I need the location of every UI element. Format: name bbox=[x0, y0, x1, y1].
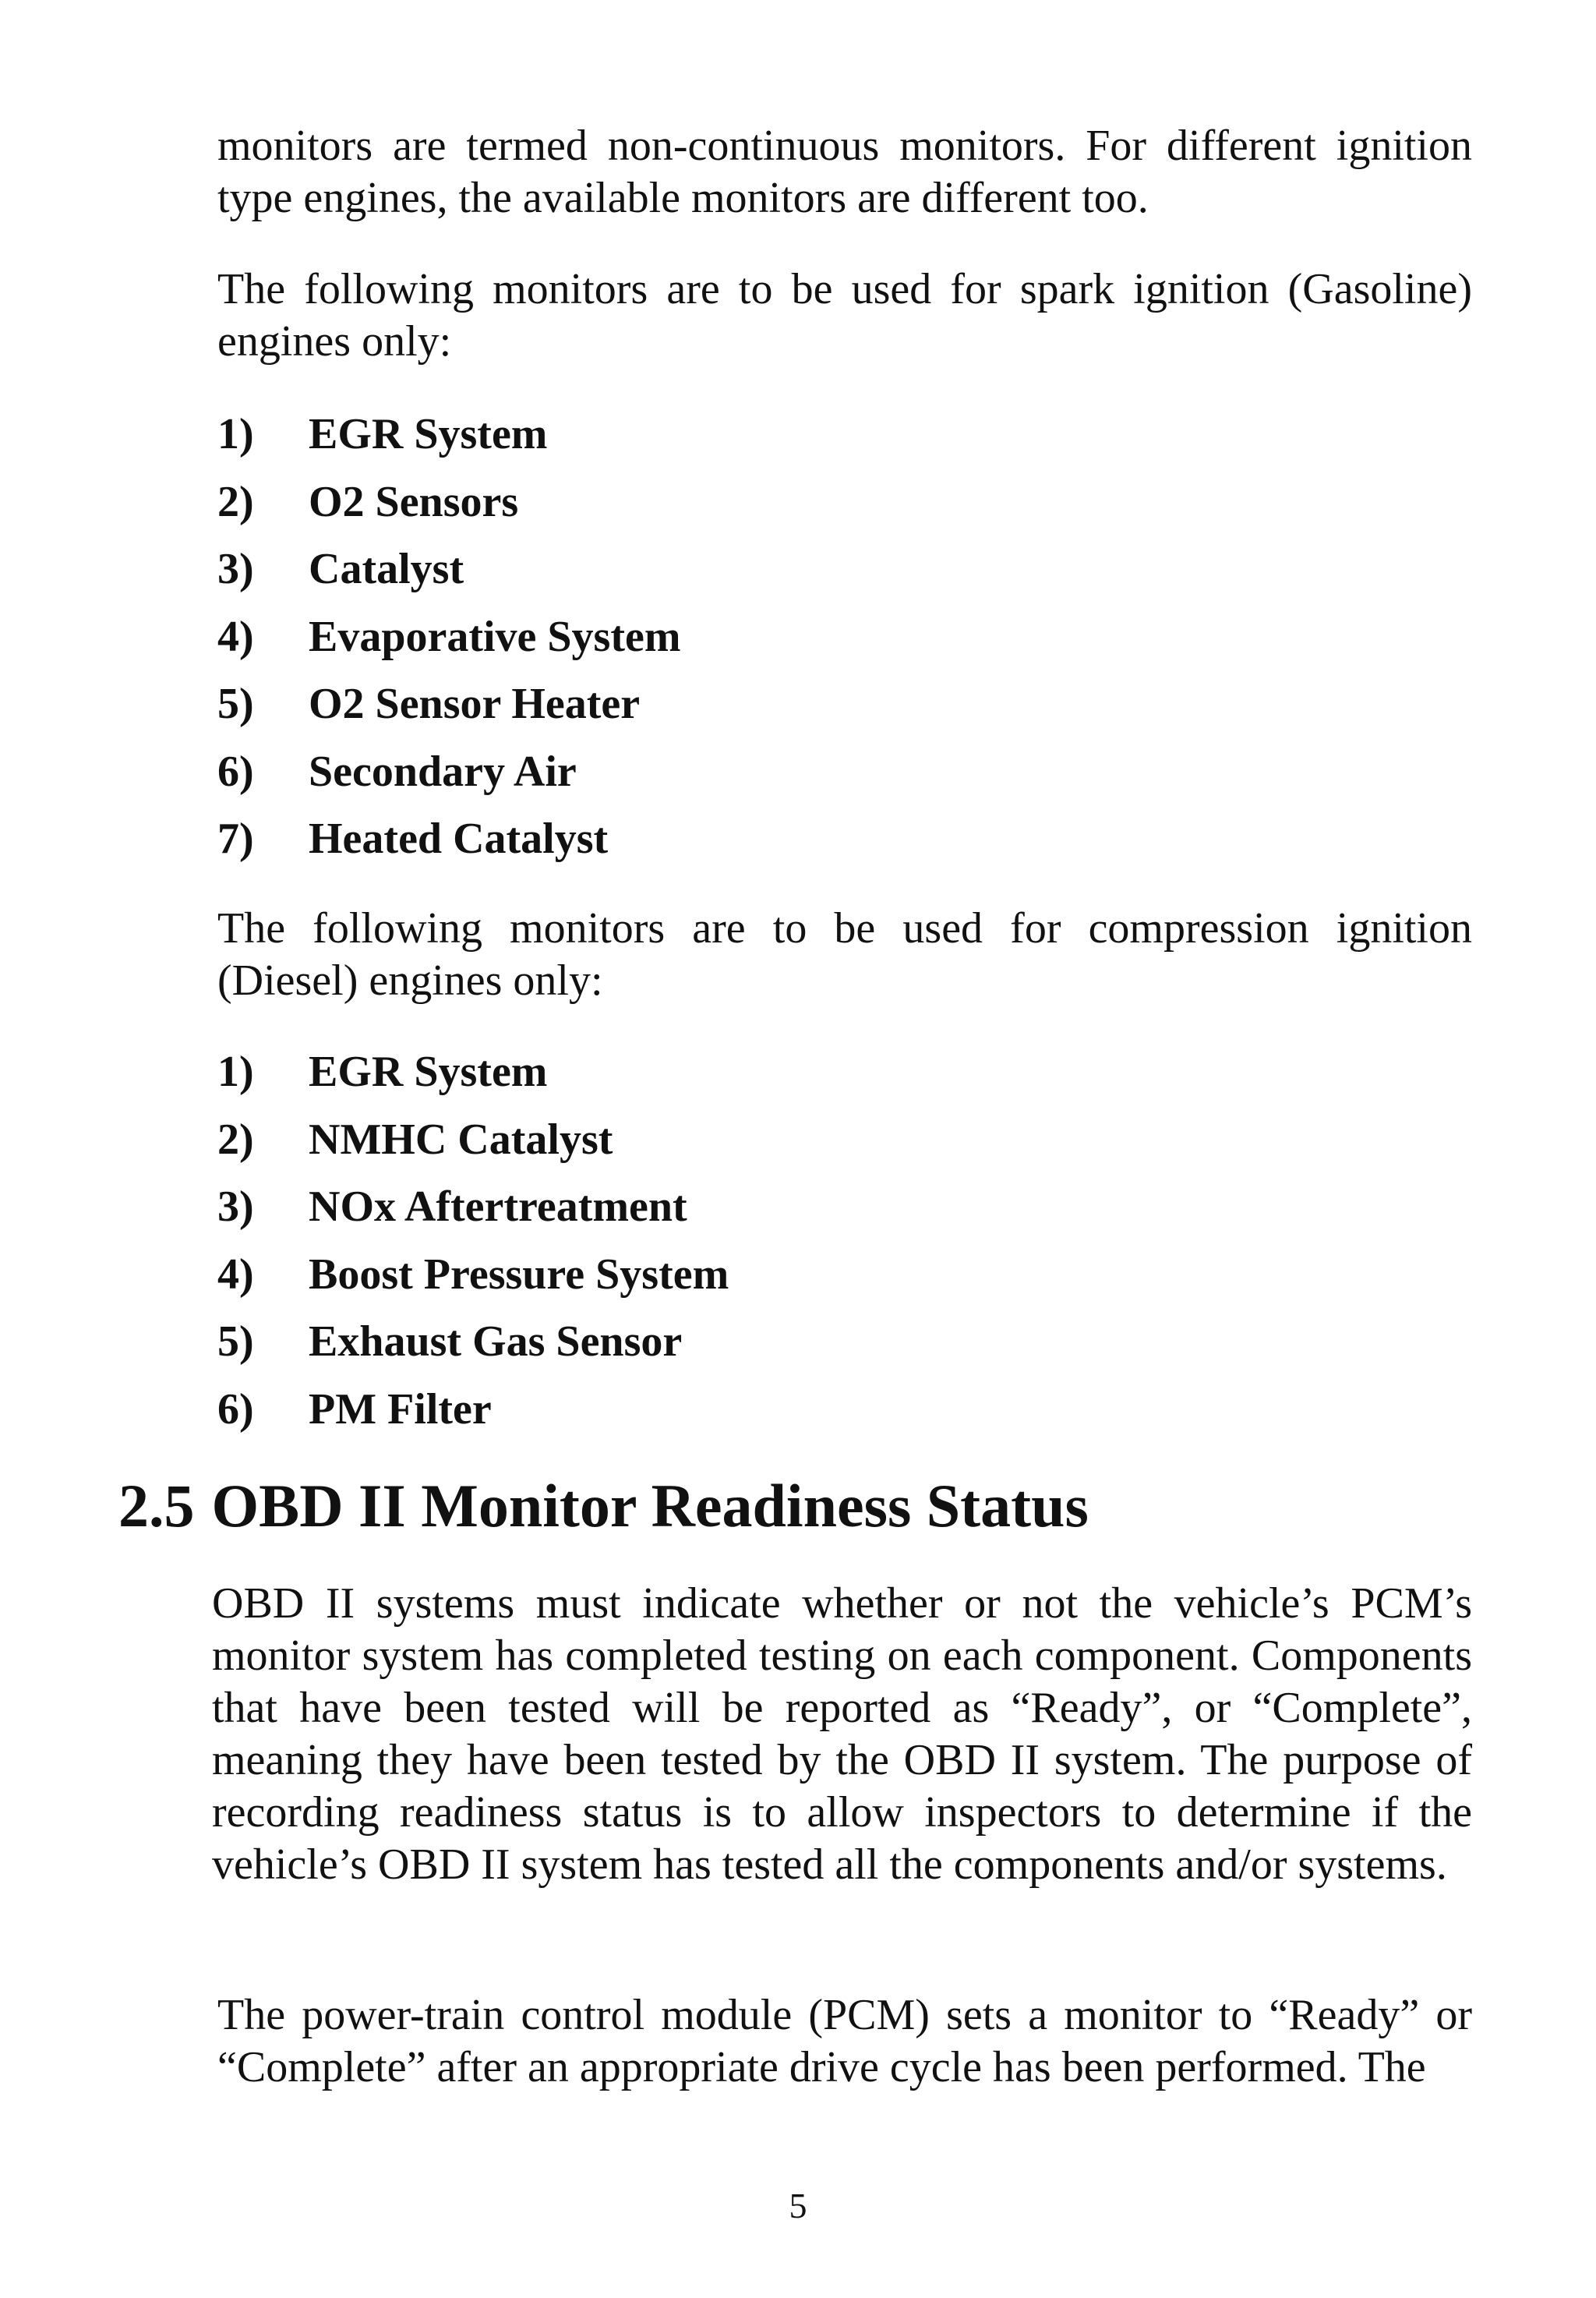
list-item bbox=[217, 468, 681, 536]
list-item-label: EGR System bbox=[309, 410, 548, 458]
list-item bbox=[217, 536, 681, 603]
diesel-lead-paragraph: The following monitors are to be used for compression ignition (Diesel) engines only: bbox=[217, 904, 1472, 1005]
diesel-monitor-list bbox=[217, 1038, 729, 1443]
gasoline-lead-paragraph: The following monitors are to be used for spark ignition (Gasoline) engines only: bbox=[217, 265, 1472, 366]
list-item-label: Secondary Air bbox=[309, 747, 577, 796]
list-item-label: Heated Catalyst bbox=[309, 815, 609, 863]
section-number: 2.5 bbox=[118, 1472, 195, 1540]
list-item-number: 4) bbox=[217, 612, 254, 661]
gasoline-monitor-list bbox=[217, 401, 681, 873]
list-item-label: NOx Aftertreatment bbox=[309, 1183, 687, 1231]
readiness-paragraph-2: The power-train control module (PCM) sets a monitor to “Ready” or “Complete” after an appropriate drive cycle has been performed. The bbox=[217, 1991, 1472, 2091]
list-item bbox=[217, 738, 681, 806]
page-number: 5 bbox=[789, 2186, 807, 2226]
list-item-number: 1) bbox=[217, 410, 254, 458]
section-heading bbox=[118, 1467, 1089, 1545]
readiness-paragraph-1: OBD II systems must indicate whether or not the vehicle’s PCM’s monitor system has completed testing on each component. Components that have been tested will be reported as “Ready”, or “Complete”, meaning they have been tested by the OBD II system. The purpose of recording readiness status is to allow inspectors to determine if the vehicle’s OBD II system has tested all the components and/or systems. bbox=[212, 1579, 1472, 1889]
list-item bbox=[217, 1173, 729, 1241]
list-item-label: Catalyst bbox=[309, 545, 464, 593]
list-item-number: 2) bbox=[217, 477, 254, 526]
list-item-number: 3) bbox=[217, 1183, 254, 1231]
list-item-label: NMHC Catalyst bbox=[309, 1115, 613, 1164]
list-item-label: O2 Sensors bbox=[309, 477, 519, 526]
list-item bbox=[217, 1106, 729, 1174]
list-item-label: PM Filter bbox=[309, 1384, 492, 1434]
list-item-number: 3) bbox=[217, 545, 254, 593]
list-item bbox=[217, 603, 681, 671]
list-item-label: O2 Sensor Heater bbox=[309, 680, 641, 728]
list-item bbox=[217, 805, 681, 873]
list-item-number: 7) bbox=[217, 815, 254, 863]
list-item-number: 6) bbox=[217, 1384, 254, 1434]
list-item-number: 5) bbox=[217, 680, 254, 728]
list-item-number: 4) bbox=[217, 1250, 254, 1299]
list-item-number: 1) bbox=[217, 1048, 254, 1096]
section-title: OBD II Monitor Readiness Status bbox=[211, 1472, 1089, 1540]
list-item-number: 5) bbox=[217, 1317, 254, 1366]
list-item-number: 6) bbox=[217, 747, 254, 796]
list-item-label: EGR System bbox=[309, 1048, 548, 1096]
list-item-label: Evaporative System bbox=[309, 612, 681, 661]
intro-paragraph: monitors are termed non-continuous monitors. For different ignition type engines, the available monitors are different too. bbox=[217, 122, 1472, 222]
list-item bbox=[217, 670, 681, 738]
list-item bbox=[217, 1308, 729, 1376]
list-item-number: 2) bbox=[217, 1115, 254, 1164]
list-item bbox=[217, 401, 681, 468]
list-item-label: Exhaust Gas Sensor bbox=[309, 1317, 683, 1366]
list-item bbox=[217, 1241, 729, 1309]
list-item bbox=[217, 1376, 729, 1444]
list-item bbox=[217, 1038, 729, 1106]
list-item-label: Boost Pressure System bbox=[309, 1250, 729, 1299]
